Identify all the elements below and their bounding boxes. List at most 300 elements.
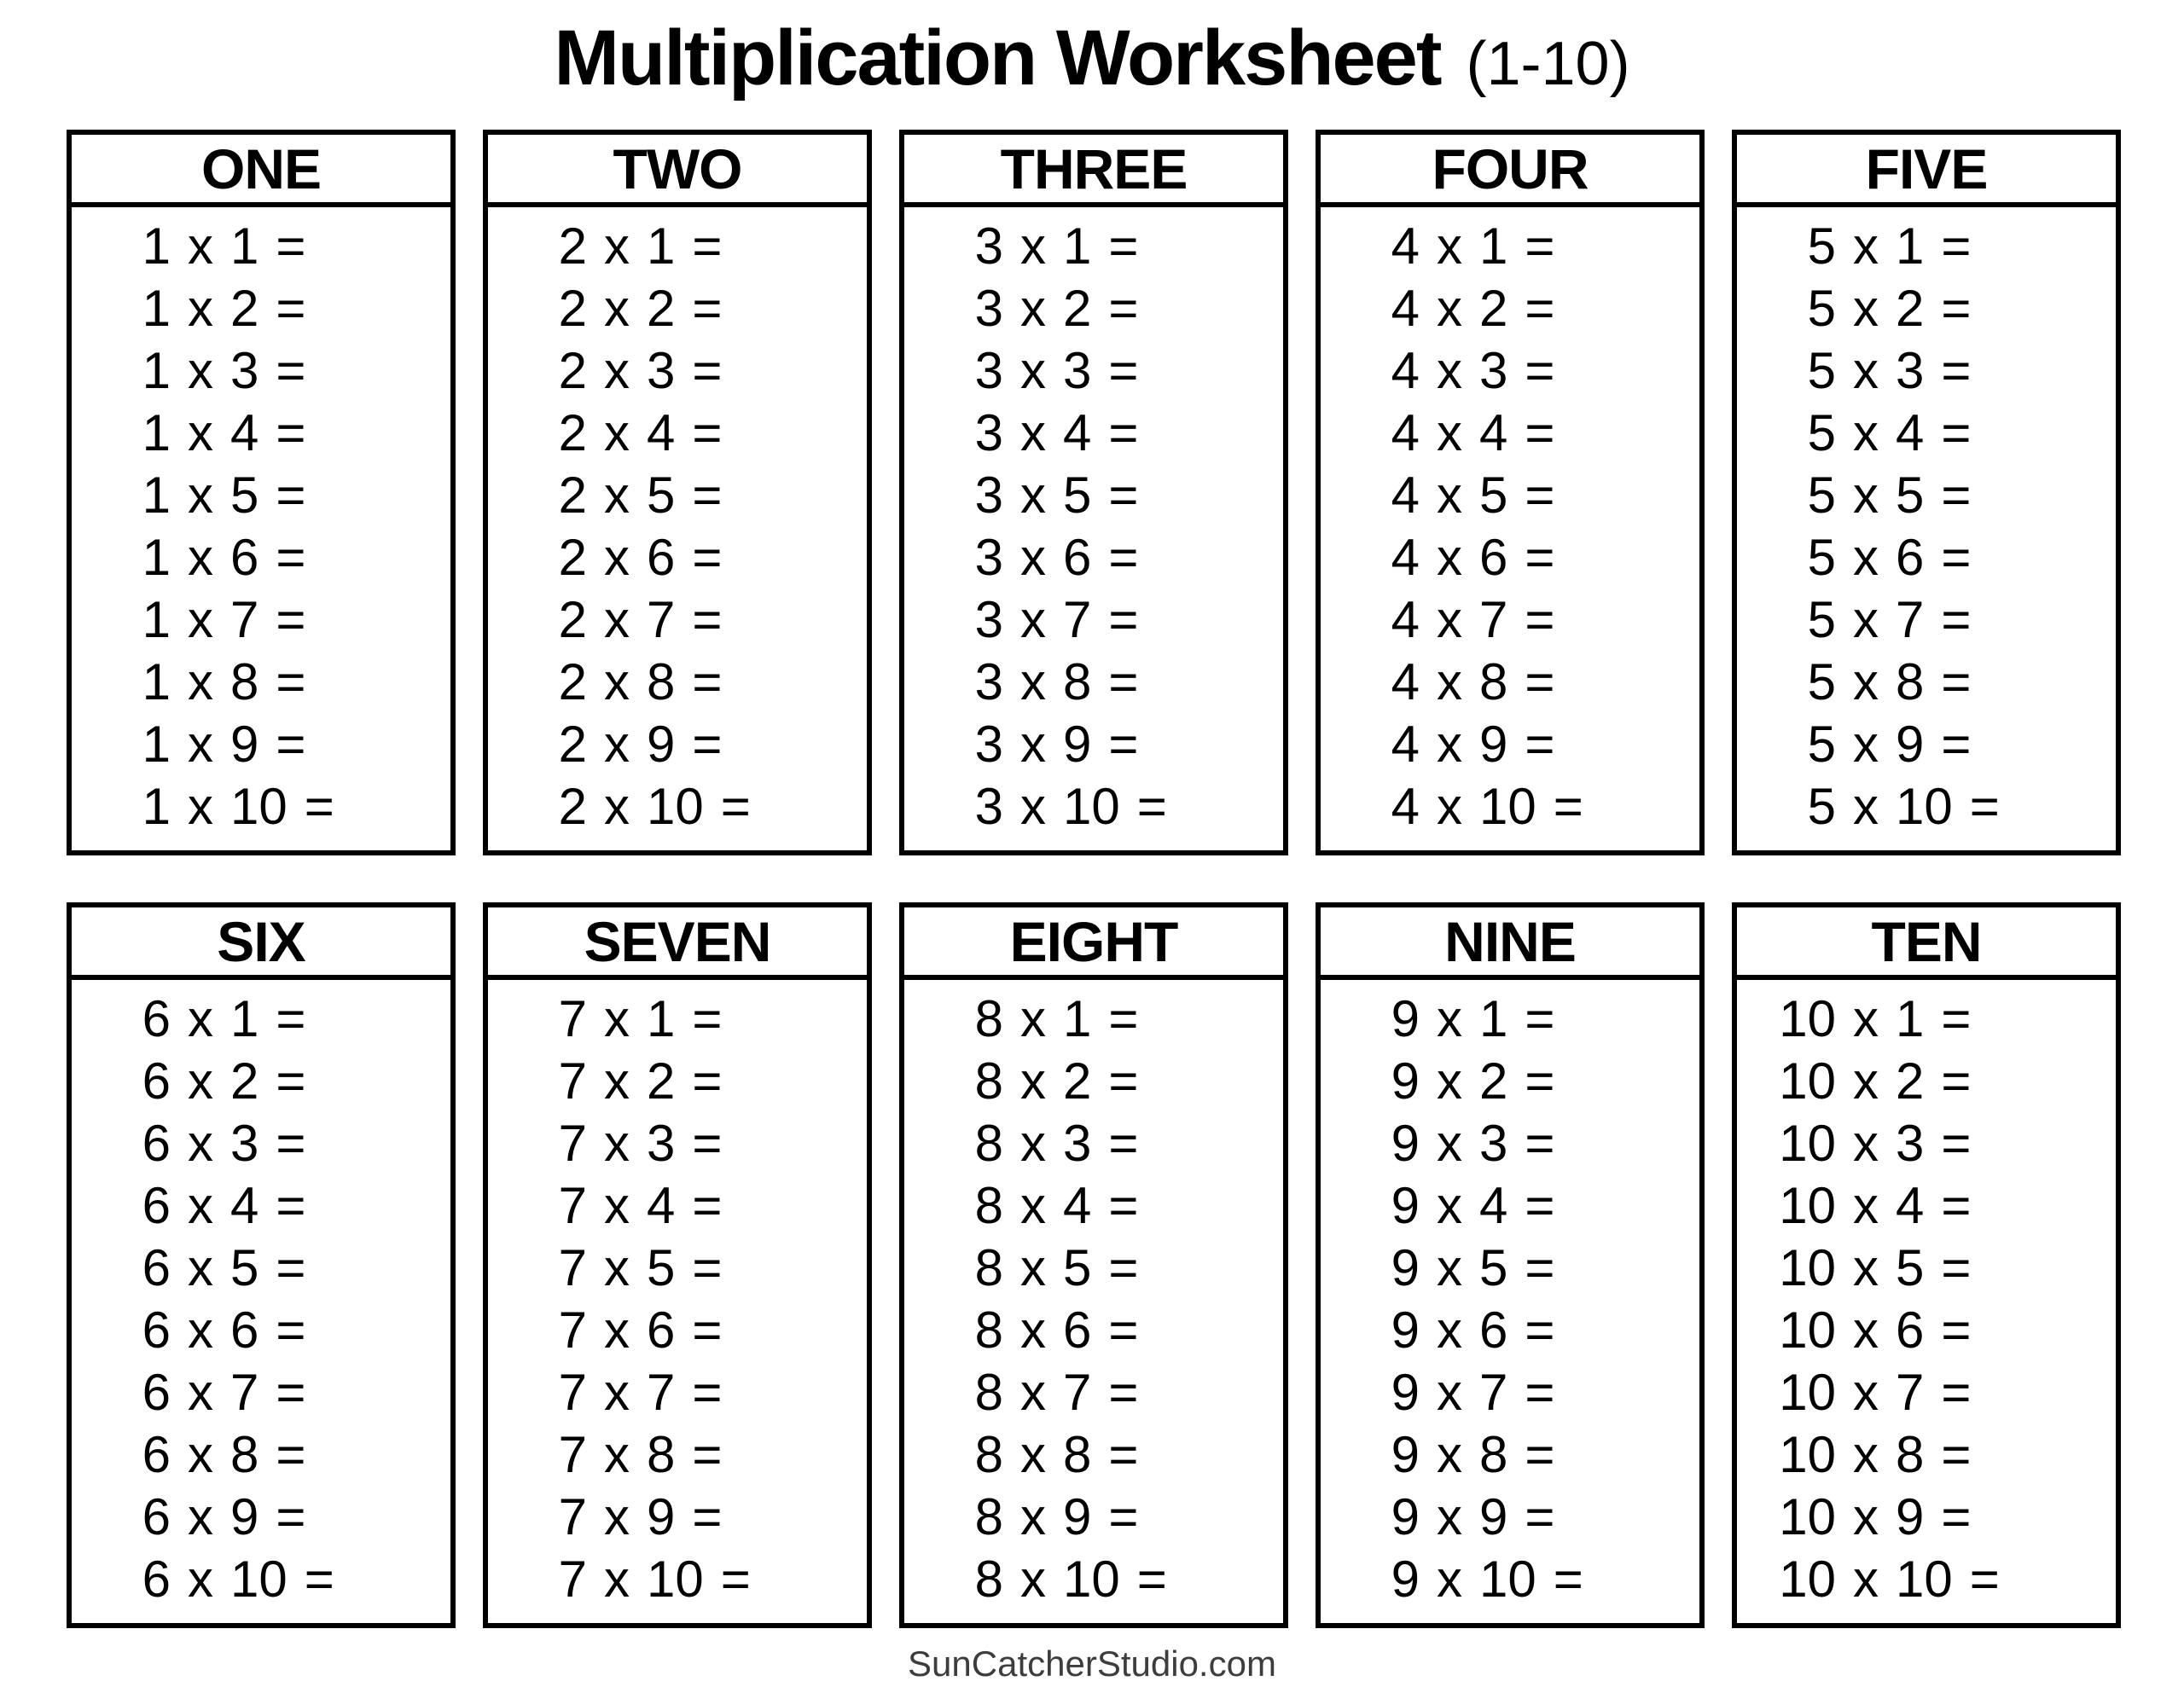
problem-row (488, 402, 867, 464)
problem-row (72, 775, 450, 838)
problem-row (904, 215, 1283, 277)
problem-row (488, 1237, 867, 1299)
problem-row (1737, 402, 2116, 464)
problem-row (488, 277, 867, 339)
times-symbol: x (604, 1177, 630, 1234)
equals-symbol: = (692, 280, 723, 337)
multiplicand: 5 (1807, 716, 1836, 773)
times-symbol: x (1437, 1239, 1462, 1296)
times-symbol: x (1437, 1488, 1462, 1545)
multiplicand: 5 (1807, 280, 1836, 337)
problem-row (1737, 1112, 2116, 1174)
equals-symbol: = (692, 1115, 723, 1172)
multiplier: 8 (230, 1426, 259, 1483)
multiplier: 7 (1896, 591, 1925, 648)
times-symbol: x (1437, 1177, 1462, 1234)
table-header-nine: NINE (1321, 907, 1699, 980)
times-symbol: x (604, 404, 630, 461)
equals-symbol: = (1108, 529, 1139, 586)
multiplier: 7 (647, 591, 676, 648)
multiplier: 3 (230, 1115, 259, 1172)
multiplicand: 8 (974, 1301, 1003, 1359)
multiplicand: 5 (1807, 217, 1836, 275)
problem-row (488, 713, 867, 775)
table-three (899, 130, 1288, 855)
multiplicand: 10 (1779, 1488, 1836, 1545)
equals-symbol: = (692, 591, 723, 648)
multiplicand: 2 (558, 217, 587, 275)
table-header-ten: TEN (1737, 907, 2116, 980)
times-symbol: x (1853, 653, 1879, 710)
times-symbol: x (1853, 1052, 1879, 1110)
equals-symbol: = (1525, 1301, 1555, 1359)
times-symbol: x (1437, 217, 1462, 275)
problem-row (1737, 526, 2116, 588)
multiplicand: 3 (974, 716, 1003, 773)
times-symbol: x (188, 1551, 213, 1608)
multiplicand: 5 (1807, 591, 1836, 648)
multiplier: 3 (1896, 342, 1925, 399)
multiplier: 10 (230, 778, 288, 835)
equals-symbol: = (1525, 653, 1555, 710)
times-symbol: x (188, 1052, 213, 1110)
equals-symbol: = (276, 1301, 306, 1359)
multiplicand: 1 (142, 778, 171, 835)
problem-row (72, 1423, 450, 1486)
problem-row (1321, 1237, 1699, 1299)
equals-symbol: = (276, 1426, 306, 1483)
multiplicand: 5 (1807, 342, 1836, 399)
multiplier: 8 (1896, 1426, 1925, 1483)
table-header-six: SIX (72, 907, 450, 980)
multiplicand: 2 (558, 716, 587, 773)
equals-symbol: = (304, 1551, 334, 1608)
problem-row (72, 1299, 450, 1361)
multiplier: 9 (1479, 1488, 1508, 1545)
multiplicand: 6 (142, 1551, 171, 1608)
problem-row (1737, 775, 2116, 838)
multiplier: 7 (230, 1364, 259, 1421)
multiplier: 8 (1063, 653, 1092, 710)
times-symbol: x (604, 716, 630, 773)
times-symbol: x (1437, 716, 1462, 773)
multiplicand: 9 (1391, 990, 1420, 1047)
equals-symbol: = (1108, 653, 1139, 710)
multiplicand: 5 (1807, 653, 1836, 710)
table-six (67, 902, 456, 1628)
multiplicand: 5 (1807, 529, 1836, 586)
multiplicand: 8 (974, 1488, 1003, 1545)
multiplier: 2 (1479, 1052, 1508, 1110)
multiplicand: 2 (558, 404, 587, 461)
problem-row (1321, 464, 1699, 526)
multiplicand: 9 (1391, 1301, 1420, 1359)
table-body-seven (488, 980, 867, 1610)
problem-row (1321, 339, 1699, 402)
times-symbol: x (604, 467, 630, 524)
multiplier: 3 (647, 1115, 676, 1172)
table-header-eight: EIGHT (904, 907, 1283, 980)
multiplier: 7 (647, 1364, 676, 1421)
multiplicand: 7 (558, 1364, 587, 1421)
table-body-three (904, 207, 1283, 838)
multiplicand: 8 (974, 1426, 1003, 1483)
equals-symbol: = (1525, 1364, 1555, 1421)
times-symbol: x (1437, 591, 1462, 648)
equals-symbol: = (1108, 217, 1139, 275)
table-one (67, 130, 456, 855)
multiplier: 7 (1479, 1364, 1508, 1421)
problem-row (488, 775, 867, 838)
equals-symbol: = (1525, 1115, 1555, 1172)
multiplier: 10 (1479, 1551, 1536, 1608)
multiplier: 9 (1063, 716, 1092, 773)
equals-symbol: = (1525, 404, 1555, 461)
times-symbol: x (1020, 1426, 1046, 1483)
times-symbol: x (1020, 280, 1046, 337)
times-symbol: x (604, 591, 630, 648)
problem-row (904, 988, 1283, 1050)
problem-row (72, 339, 450, 402)
multiplicand: 4 (1391, 342, 1420, 399)
problem-row (72, 402, 450, 464)
table-nine (1316, 902, 1705, 1628)
times-symbol: x (188, 990, 213, 1047)
multiplicand: 10 (1779, 1426, 1836, 1483)
multiplier: 8 (647, 1426, 676, 1483)
equals-symbol: = (276, 1488, 306, 1545)
problem-row (488, 1050, 867, 1112)
equals-symbol: = (1553, 1551, 1583, 1608)
multiplicand: 2 (558, 280, 587, 337)
equals-symbol: = (276, 1364, 306, 1421)
multiplier: 9 (647, 1488, 676, 1545)
problem-row (1321, 1486, 1699, 1548)
multiplicand: 10 (1779, 1364, 1836, 1421)
times-symbol: x (1437, 778, 1462, 835)
problem-row (1321, 1174, 1699, 1237)
problem-row (1737, 1548, 2116, 1610)
table-body-six (72, 980, 450, 1610)
equals-symbol: = (1941, 1115, 1972, 1172)
multiplier: 3 (1896, 1115, 1925, 1172)
table-body-five (1737, 207, 2116, 838)
equals-symbol: = (692, 404, 723, 461)
multiplicand: 9 (1391, 1239, 1420, 1296)
multiplicand: 9 (1391, 1364, 1420, 1421)
problem-row (488, 988, 867, 1050)
equals-symbol: = (1941, 467, 1972, 524)
multiplier: 4 (1063, 404, 1092, 461)
multiplicand: 6 (142, 1115, 171, 1172)
equals-symbol: = (1941, 217, 1972, 275)
times-symbol: x (188, 1301, 213, 1359)
multiplicand: 10 (1779, 1052, 1836, 1110)
multiplier: 5 (230, 467, 259, 524)
multiplier: 2 (647, 1052, 676, 1110)
times-symbol: x (604, 217, 630, 275)
problem-row (488, 1423, 867, 1486)
equals-symbol: = (1525, 529, 1555, 586)
multiplicand: 9 (1391, 1488, 1420, 1545)
table-body-nine (1321, 980, 1699, 1610)
equals-symbol: = (720, 1551, 751, 1608)
multiplier: 1 (1479, 990, 1508, 1047)
multiplicand: 7 (558, 1488, 587, 1545)
multiplier: 7 (1896, 1364, 1925, 1421)
multiplicand: 6 (142, 1177, 171, 1234)
equals-symbol: = (276, 716, 306, 773)
page-title (0, 0, 2184, 130)
equals-symbol: = (1941, 1052, 1972, 1110)
equals-symbol: = (1525, 280, 1555, 337)
problem-row (488, 1112, 867, 1174)
multiplier: 9 (1063, 1488, 1092, 1545)
equals-symbol: = (1941, 1239, 1972, 1296)
multiplier: 6 (230, 529, 259, 586)
times-symbol: x (604, 1551, 630, 1608)
multiplier: 2 (230, 280, 259, 337)
multiplier: 3 (647, 342, 676, 399)
equals-symbol: = (1941, 1301, 1972, 1359)
times-symbol: x (1020, 529, 1046, 586)
equals-symbol: = (692, 990, 723, 1047)
multiplier: 8 (1063, 1426, 1092, 1483)
equals-symbol: = (1525, 217, 1555, 275)
table-seven (483, 902, 872, 1628)
problem-row (904, 1423, 1283, 1486)
times-symbol: x (188, 1115, 213, 1172)
multiplier: 8 (647, 653, 676, 710)
times-symbol: x (188, 529, 213, 586)
equals-symbol: = (1108, 342, 1139, 399)
multiplicand: 5 (1807, 778, 1836, 835)
multiplicand: 8 (974, 1364, 1003, 1421)
problem-row (1737, 215, 2116, 277)
table-header-two: TWO (488, 135, 867, 207)
times-symbol: x (604, 653, 630, 710)
times-symbol: x (188, 1488, 213, 1545)
equals-symbol: = (1108, 1052, 1139, 1110)
table-header-five: FIVE (1737, 135, 2116, 207)
multiplier: 9 (230, 1488, 259, 1545)
multiplier: 1 (1063, 217, 1092, 275)
equals-symbol: = (720, 778, 751, 835)
multiplicand: 3 (974, 591, 1003, 648)
multiplier: 6 (1479, 529, 1508, 586)
multiplicand: 1 (142, 467, 171, 524)
multiplicand: 1 (142, 404, 171, 461)
problem-row (904, 464, 1283, 526)
times-symbol: x (604, 778, 630, 835)
times-symbol: x (1437, 1115, 1462, 1172)
problem-row (488, 651, 867, 713)
equals-symbol: = (692, 1177, 723, 1234)
multiplier: 4 (1479, 404, 1508, 461)
equals-symbol: = (1525, 1488, 1555, 1545)
equals-symbol: = (276, 591, 306, 648)
multiplier: 1 (1063, 990, 1092, 1047)
problem-row (488, 526, 867, 588)
multiplicand: 4 (1391, 217, 1420, 275)
multiplicand: 3 (974, 217, 1003, 275)
equals-symbol: = (692, 1364, 723, 1421)
multiplicand: 9 (1391, 1177, 1420, 1234)
equals-symbol: = (1941, 1364, 1972, 1421)
equals-symbol: = (276, 1177, 306, 1234)
multiplier: 4 (1896, 1177, 1925, 1234)
title-text: Multiplication Worksheet (554, 14, 1441, 101)
multiplier: 9 (230, 716, 259, 773)
equals-symbol: = (1525, 990, 1555, 1047)
problem-row (488, 215, 867, 277)
problem-row (904, 1237, 1283, 1299)
times-symbol: x (188, 404, 213, 461)
times-symbol: x (604, 1426, 630, 1483)
equals-symbol: = (304, 778, 334, 835)
equals-symbol: = (692, 1052, 723, 1110)
times-symbol: x (1853, 1551, 1879, 1608)
multiplier: 9 (1479, 716, 1508, 773)
multiplier: 5 (1896, 1239, 1925, 1296)
times-symbol: x (188, 778, 213, 835)
times-symbol: x (1437, 280, 1462, 337)
multiplicand: 4 (1391, 653, 1420, 710)
problem-row (488, 588, 867, 651)
times-symbol: x (1853, 404, 1879, 461)
multiplier: 8 (1479, 653, 1508, 710)
equals-symbol: = (276, 467, 306, 524)
multiplicand: 2 (558, 342, 587, 399)
multiplicand: 6 (142, 990, 171, 1047)
times-symbol: x (1853, 1115, 1879, 1172)
multiplier: 3 (1063, 342, 1092, 399)
problem-row (488, 1361, 867, 1423)
equals-symbol: = (692, 1426, 723, 1483)
equals-symbol: = (1525, 716, 1555, 773)
multiplier: 5 (647, 1239, 676, 1296)
problem-row (1737, 277, 2116, 339)
table-five (1732, 130, 2121, 855)
multiplier: 10 (1063, 778, 1120, 835)
multiplicand: 1 (142, 716, 171, 773)
times-symbol: x (1853, 280, 1879, 337)
times-symbol: x (1020, 716, 1046, 773)
multiplicand: 6 (142, 1301, 171, 1359)
equals-symbol: = (1108, 1239, 1139, 1296)
equals-symbol: = (1108, 591, 1139, 648)
multiplicand: 4 (1391, 529, 1420, 586)
times-symbol: x (604, 1364, 630, 1421)
multiplicand: 4 (1391, 716, 1420, 773)
problem-row (904, 277, 1283, 339)
times-symbol: x (1853, 1301, 1879, 1359)
problem-row (904, 1486, 1283, 1548)
times-symbol: x (1853, 591, 1879, 648)
multiplicand: 9 (1391, 1426, 1420, 1483)
multiplier: 2 (1063, 1052, 1092, 1110)
multiplier: 7 (1063, 1364, 1092, 1421)
multiplier: 1 (230, 217, 259, 275)
problem-row (904, 588, 1283, 651)
equals-symbol: = (692, 1301, 723, 1359)
times-symbol: x (1020, 217, 1046, 275)
multiplicand: 1 (142, 653, 171, 710)
times-symbol: x (1020, 990, 1046, 1047)
equals-symbol: = (276, 404, 306, 461)
multiplier: 7 (1479, 591, 1508, 648)
multiplicand: 4 (1391, 404, 1420, 461)
times-symbol: x (188, 1364, 213, 1421)
multiplicand: 8 (974, 1551, 1003, 1608)
multiplicand: 1 (142, 280, 171, 337)
problem-row (1737, 464, 2116, 526)
multiplicand: 2 (558, 467, 587, 524)
table-body-eight (904, 980, 1283, 1610)
multiplicand: 7 (558, 1115, 587, 1172)
multiplicand: 7 (558, 1551, 587, 1608)
times-symbol: x (1020, 591, 1046, 648)
equals-symbol: = (1525, 591, 1555, 648)
equals-symbol: = (276, 342, 306, 399)
problem-row (72, 1548, 450, 1610)
multiplicand: 6 (142, 1488, 171, 1545)
equals-symbol: = (1525, 342, 1555, 399)
equals-symbol: = (276, 1115, 306, 1172)
problem-row (72, 1050, 450, 1112)
multiplier: 2 (1063, 280, 1092, 337)
problem-row (72, 277, 450, 339)
equals-symbol: = (1941, 990, 1972, 1047)
times-symbol: x (604, 1301, 630, 1359)
multiplier: 8 (230, 653, 259, 710)
problem-row (904, 526, 1283, 588)
multiplicand: 4 (1391, 280, 1420, 337)
equals-symbol: = (1108, 1426, 1139, 1483)
problem-row (1737, 339, 2116, 402)
problem-row (72, 1174, 450, 1237)
times-symbol: x (188, 1426, 213, 1483)
multiplier: 10 (647, 1551, 704, 1608)
times-symbol: x (1020, 653, 1046, 710)
multiplicand: 3 (974, 404, 1003, 461)
equals-symbol: = (1108, 467, 1139, 524)
times-symbol: x (1853, 529, 1879, 586)
equals-symbol: = (692, 1239, 723, 1296)
equals-symbol: = (1108, 404, 1139, 461)
times-symbol: x (1437, 529, 1462, 586)
equals-symbol: = (1108, 1115, 1139, 1172)
times-symbol: x (1020, 1115, 1046, 1172)
problem-row (1737, 1237, 2116, 1299)
problem-row (1737, 1486, 2116, 1548)
times-symbol: x (1020, 778, 1046, 835)
times-symbol: x (1437, 467, 1462, 524)
times-symbol: x (1853, 990, 1879, 1047)
multiplier: 5 (1479, 467, 1508, 524)
problem-row (1737, 713, 2116, 775)
problem-row (1737, 988, 2116, 1050)
table-body-ten (1737, 980, 2116, 1610)
multiplicand: 9 (1391, 1115, 1420, 1172)
multiplier: 6 (647, 1301, 676, 1359)
problem-row (72, 464, 450, 526)
multiplier: 6 (647, 529, 676, 586)
problem-row (488, 339, 867, 402)
equals-symbol: = (1941, 529, 1972, 586)
problem-row (904, 775, 1283, 838)
equals-symbol: = (276, 280, 306, 337)
